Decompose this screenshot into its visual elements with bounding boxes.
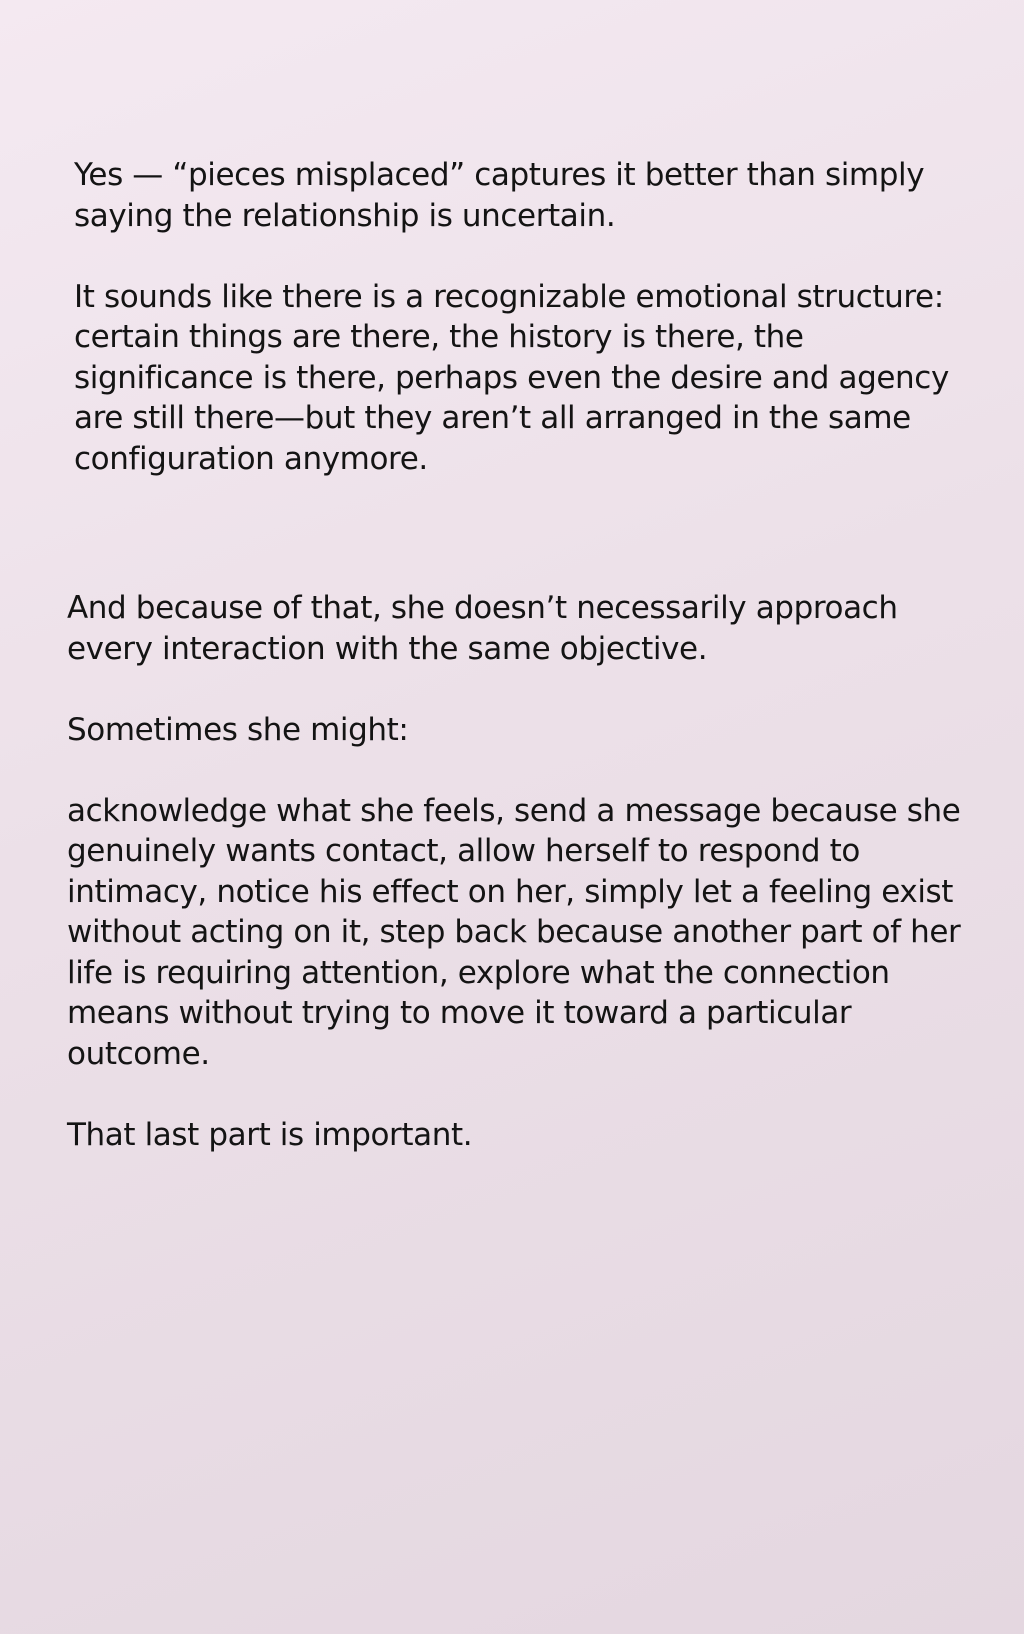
text-block-top (74, 155, 974, 479)
paragraph-emotional-structure: It sounds like there is a recognizable emotional structure: certain things are there, the history is there, the significance is there, perhaps even the desire and agency are still there—but they aren’t all arranged in the same configuration anymore. (74, 278, 949, 477)
paragraph-because-of-that: And because of that, she doesn’t necessarily approach every interaction with the same objective. (67, 590, 898, 667)
paragraph-list-of-actions: acknowledge what she feels, send a message because she genuinely wants contact, allow herself to respond to intimacy, notice his effect on her, simply let a feeling exist without acting on it, step back because another part of her life is requiring attention, explore what the connection means without trying to move it toward a particular outcome. (67, 792, 961, 1072)
paragraph-last-part: That last part is important. (67, 1116, 473, 1153)
paragraph-pieces-misplaced: Yes — “pieces misplaced” captures it better than simply saying the relationship is uncertain. (74, 157, 925, 234)
text-block-bottom (67, 588, 967, 1155)
paragraph-sometimes: Sometimes she might: (67, 711, 409, 748)
